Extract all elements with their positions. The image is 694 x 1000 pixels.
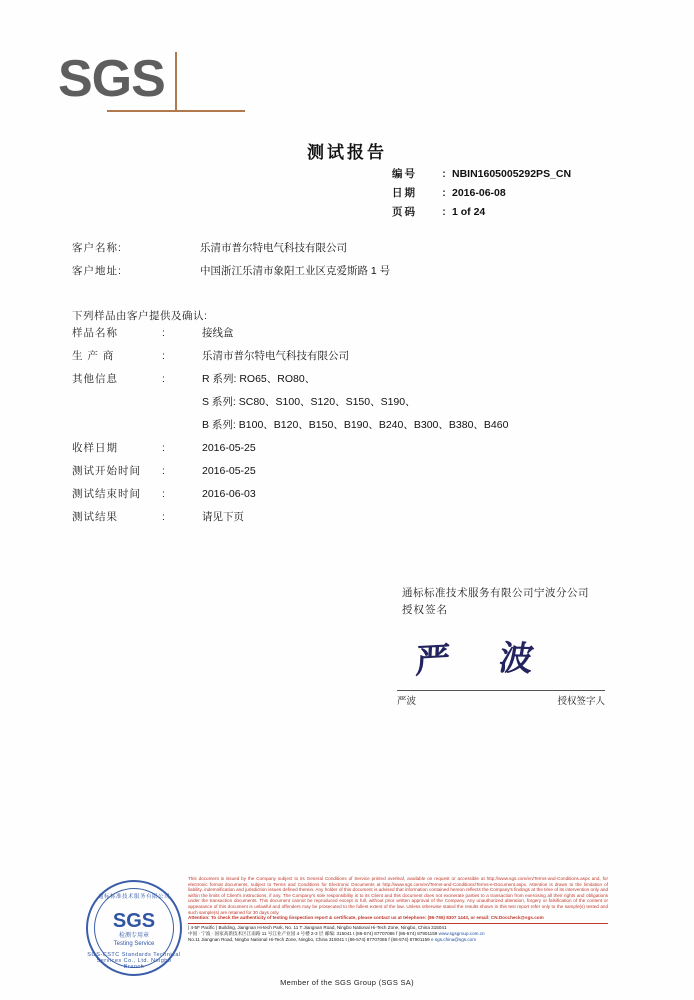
sgs-logo xyxy=(58,50,188,112)
customer-address-row xyxy=(72,260,390,283)
company-seal xyxy=(86,880,182,976)
info-colon-sample-name: : xyxy=(162,327,165,339)
info-colon-result: : xyxy=(162,511,165,523)
seal-main-text: SGS xyxy=(112,910,156,932)
footer-divider xyxy=(188,923,608,924)
info-value-start-time: 2016-05-25 xyxy=(202,465,256,477)
info-value-sample-name: 接线盒 xyxy=(202,327,234,339)
footer-legal-text: This document is issued by the Company subject to its General Conditions of Service printed overleaf, available on request or accessible at http://www.sgs.com/en/Terms-and-Conditions.aspx and, for electronic format documents, subject to Terms and Conditions for Electronic Documents at http://www.sgs.com/en/Terms-and-Conditions/Terms-e-Document.aspx. Attention is drawn to the limitation of liability, indemnification and jurisdiction issues defined therein. Any holder of this document is advised that information contained hereon reflects the Company's findings at the time of its intervention only and within the limits of Client's instructions, if any. The Company's sole responsibility is to its Client and this document does not exonerate parties to a transaction from exercising all their rights and obligations under the transaction documents. This document cannot be reproduced except in full, without prior written approval of the Company. Any unauthorized alteration, forgery or falsification of the content or appearance of this document is unlawful and offenders may be prosecuted to the fullest extent of the law. Unless otherwise stated the results shown in this test report refer only to the sample(s) tested and such sample(s) are retained for 30 days only. xyxy=(188,876,608,915)
footer-address-row-2 xyxy=(188,937,608,943)
meta-label-date: 日期 xyxy=(392,187,417,199)
info-row-other-line2 xyxy=(72,394,508,417)
customer-name-row xyxy=(72,237,390,260)
customer-block xyxy=(72,237,390,283)
meta-value-page: 1 of 24 xyxy=(452,206,486,218)
signature-block xyxy=(402,585,589,619)
footer-legal-block xyxy=(188,876,608,943)
info-value-end-time: 2016-06-03 xyxy=(202,488,256,500)
footer-address-en: | 4-5F Pacific | Building, Jiangnan Hi-tech Park, No. 11 T Jiangnan Road, Ningbo National Hi-Tech Zone, Ningbo, China 315041 xyxy=(188,924,447,930)
signature-role: 授权签字人 xyxy=(557,696,605,707)
info-colon-receive-date: : xyxy=(162,442,165,454)
meta-row-page xyxy=(392,203,571,222)
info-row-receive-date xyxy=(72,440,508,463)
seal-sub-line2: Testing Service xyxy=(113,941,155,947)
info-row-end-time xyxy=(72,486,508,509)
info-indent-2 xyxy=(72,417,202,440)
meta-row-number xyxy=(392,165,571,184)
meta-colon-page: : xyxy=(442,206,446,218)
seal-sub-line1: 检测专用章 xyxy=(118,933,149,939)
footer-fax-2: (86-574) 87901159 xyxy=(390,937,430,943)
footer-phone-2: (86-574) 87707086 xyxy=(348,937,388,943)
info-value-result: 请见下页 xyxy=(202,511,244,523)
footer-address-cn: 中国 · 宁波 · 国家高新技术区江南路 11 号江业产业园 4 号楼 2-3 层 xyxy=(188,930,324,936)
footer-postcode: 邮编: 315041 xyxy=(324,930,352,936)
signature-label: 授权签名 xyxy=(402,604,448,616)
sample-note: 下列样品由客户提供及确认: xyxy=(72,310,208,322)
handwritten-signature xyxy=(400,625,600,687)
footer-address-en-2: No.11 Jiangnan Road, Ningbo National Hi-Tech Zone, Ningbo, China 315041 xyxy=(188,937,345,943)
info-indent-1 xyxy=(72,394,202,417)
customer-address-label: 客户地址: xyxy=(72,265,122,277)
seal-arc-top-text: 通标标准技术服务有限公司 xyxy=(97,894,170,900)
meta-label-page: 页码 xyxy=(392,206,417,218)
meta-row-date xyxy=(392,184,571,203)
info-label-manufacturer: 生 产 商 xyxy=(72,350,115,362)
signature-underline xyxy=(397,690,605,691)
signature-company: 通标标准技术服务有限公司宁波分公司 xyxy=(402,587,589,599)
info-value-other: R 系列: RO65、RO80、 xyxy=(202,373,316,385)
footer-phone-1: (86-574) 87707086 xyxy=(355,930,395,936)
report-meta xyxy=(392,165,571,222)
footer-fax-label-1: f xyxy=(396,930,398,936)
info-label-end-time: 测试结束时间 xyxy=(72,488,141,500)
footer-phone-label-2: t xyxy=(345,937,347,943)
footer-fax-label-2: f xyxy=(388,937,390,943)
info-label-sample-name: 样品名称 xyxy=(72,327,118,339)
signature-names xyxy=(397,693,605,707)
footer-website[interactable]: www.sgsgroup.com.cn xyxy=(438,930,485,936)
page-title: 测试报告 xyxy=(307,143,387,162)
meta-colon-date: : xyxy=(442,187,446,199)
info-label-start-time: 测试开始时间 xyxy=(72,465,141,477)
info-label-result: 测试结果 xyxy=(72,511,118,523)
sample-info-block xyxy=(72,325,508,532)
info-row-start-time xyxy=(72,463,508,486)
info-row-sample-name xyxy=(72,325,508,348)
signature-glyph-second: 波 xyxy=(496,640,537,679)
footer-fax-1: (86-574) 87901159 xyxy=(398,930,438,936)
footer-email[interactable]: e sgs.china@sgs.com xyxy=(431,937,477,943)
footer-phone-label-1: t xyxy=(353,930,355,936)
info-row-other xyxy=(72,371,508,394)
info-colon-start-time: : xyxy=(162,465,165,477)
customer-address-value: 中国浙江乐清市象阳工业区克爱斯路 1 号 xyxy=(200,265,391,277)
info-colon-end-time: : xyxy=(162,488,165,500)
meta-value-date: 2016-06-08 xyxy=(452,187,506,199)
info-colon-other: : xyxy=(162,373,165,385)
seal-sub-text xyxy=(86,932,182,948)
info-value-receive-date: 2016-05-25 xyxy=(202,442,256,454)
meta-label-number: 编号 xyxy=(392,168,417,180)
info-row-manufacturer xyxy=(72,348,508,371)
meta-colon-number: : xyxy=(442,168,446,180)
info-label-receive-date: 收样日期 xyxy=(72,442,118,454)
signature-name: 严波 xyxy=(397,696,417,707)
info-value-manufacturer: 乐清市普尔特电气科技有限公司 xyxy=(202,350,349,362)
info-label-other: 其他信息 xyxy=(72,373,118,385)
customer-name-label: 客户名称: xyxy=(72,242,122,254)
info-value-other-line3: B 系列: B100、B120、B150、B190、B240、B300、B380、B460 xyxy=(202,419,509,431)
info-row-result xyxy=(72,509,508,532)
seal-arc-bottom-text: SGS-CSTC Standards Technical Services Co., Ltd. Ningbo Branch xyxy=(87,952,181,970)
info-colon-manufacturer: : xyxy=(162,350,165,362)
signature-glyph-first: 严 xyxy=(414,642,451,681)
info-value-other-line2: S 系列: SC80、S100、S120、S150、S190、 xyxy=(202,396,416,408)
customer-name-value: 乐清市普尔特电气科技有限公司 xyxy=(200,242,347,254)
logo-text: SGS xyxy=(58,50,165,108)
footer-member-line: Member of the SGS Group (SGS SA) xyxy=(280,978,414,987)
footer-attention-text: Attention: To check the authenticity of testing /inspection report & certificate, please contact us at telephone: (86-755) 8307 1443, or email: CN.Doccheck@sgs.com xyxy=(188,915,544,921)
logo-horizontal-bar xyxy=(107,110,245,112)
meta-value-number: NBIN1605005292PS_CN xyxy=(452,168,572,180)
info-row-other-line3 xyxy=(72,417,508,440)
